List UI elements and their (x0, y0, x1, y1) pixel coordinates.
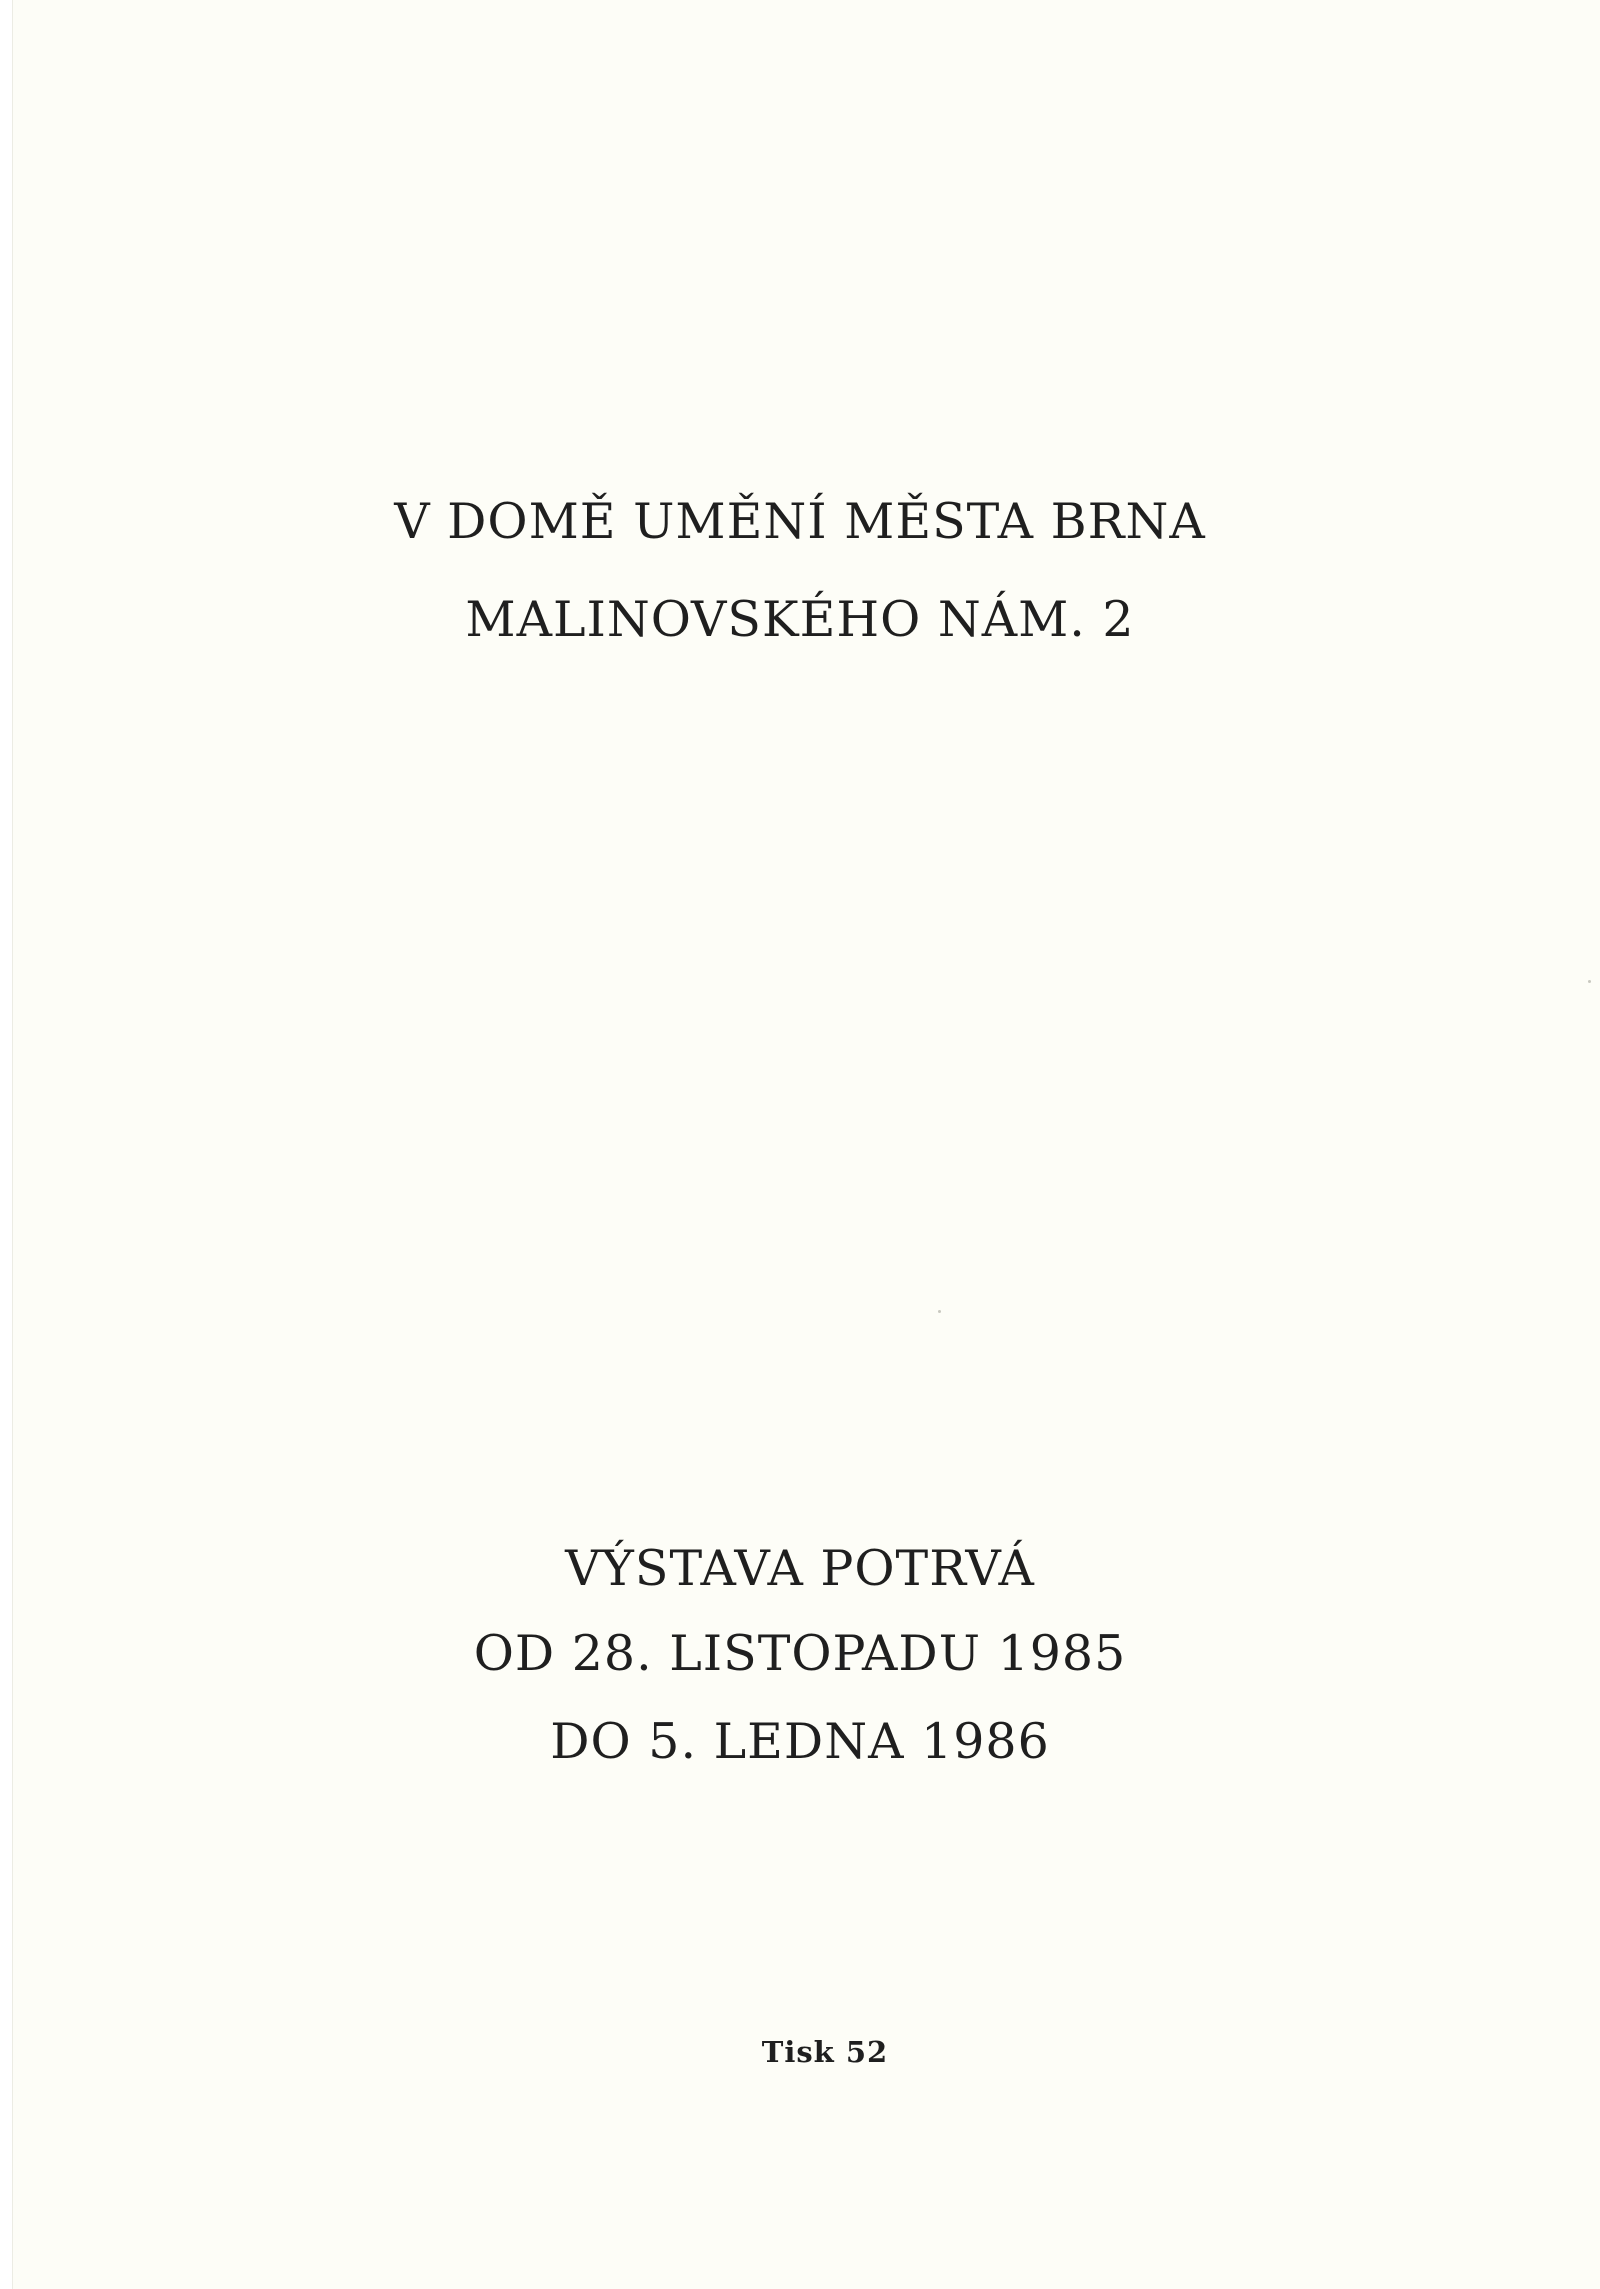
exhibition-start-date: OD 28. LISTOPADU 1985 (473, 1625, 1127, 1682)
exhibition-duration-heading: VÝSTAVA POTRVÁ (565, 1540, 1035, 1597)
print-number: Tisk 52 (761, 2035, 889, 2069)
printed-page (12, 0, 1600, 2289)
venue-name: V DOMĚ UMĚNÍ MĚSTA BRNA (394, 493, 1206, 550)
exhibition-end-date: DO 5. LEDNA 1986 (550, 1713, 1050, 1770)
venue-address: MALINOVSKÉHO NÁM. 2 (465, 591, 1135, 648)
paper-speck (938, 1310, 941, 1313)
paper-speck (1588, 980, 1591, 983)
